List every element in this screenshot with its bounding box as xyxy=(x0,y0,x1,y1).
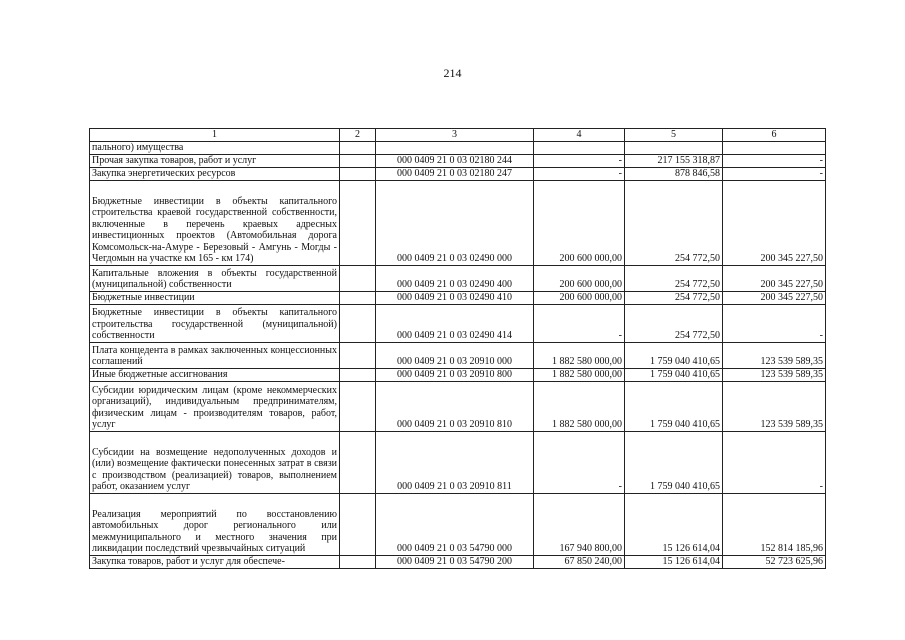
row-value-4: 167 940 800,00 xyxy=(534,493,625,555)
row-col2 xyxy=(340,142,376,155)
row-value-5: 1 759 040 410,65 xyxy=(625,381,723,431)
table-row xyxy=(90,555,826,568)
row-value-4: 200 600 000,00 xyxy=(534,291,625,304)
row-code: 000 0409 21 0 03 02180 244 xyxy=(376,154,534,167)
row-value-4: 200 600 000,00 xyxy=(534,265,625,291)
row-code: 000 0409 21 0 03 02490 414 xyxy=(376,304,534,342)
row-code: 000 0409 21 0 03 54790 200 xyxy=(376,555,534,568)
row-col2 xyxy=(340,431,376,493)
row-code: 000 0409 21 0 03 02490 400 xyxy=(376,265,534,291)
row-value-6: 52 723 625,96 xyxy=(723,555,826,568)
row-col2 xyxy=(340,368,376,381)
row-code: 000 0409 21 0 03 20910 811 xyxy=(376,431,534,493)
row-value-5: 878 846,58 xyxy=(625,167,723,180)
row-value-4: - xyxy=(534,304,625,342)
table-row xyxy=(90,381,826,431)
row-value-5: 254 772,50 xyxy=(625,304,723,342)
column-header: 5 xyxy=(625,129,723,142)
row-value-4: 1 882 580 000,00 xyxy=(534,381,625,431)
row-value-6: 123 539 589,35 xyxy=(723,342,826,368)
row-value-6: 123 539 589,35 xyxy=(723,381,826,431)
row-code: 000 0409 21 0 03 02490 000 xyxy=(376,180,534,265)
row-col2 xyxy=(340,493,376,555)
table-row xyxy=(90,265,826,291)
row-value-5: 217 155 318,87 xyxy=(625,154,723,167)
row-value-5: 254 772,50 xyxy=(625,180,723,265)
row-value-5: 15 126 614,04 xyxy=(625,555,723,568)
row-col2 xyxy=(340,555,376,568)
row-value-6: - xyxy=(723,167,826,180)
table-row xyxy=(90,342,826,368)
table-row xyxy=(90,304,826,342)
row-name: Закупка товаров, работ и услуг для обеспече- xyxy=(90,555,340,568)
row-value-5: 254 772,50 xyxy=(625,291,723,304)
table-header-row xyxy=(90,129,826,142)
row-col2 xyxy=(340,381,376,431)
column-header: 2 xyxy=(340,129,376,142)
table-row xyxy=(90,291,826,304)
row-value-5: 15 126 614,04 xyxy=(625,493,723,555)
row-code xyxy=(376,142,534,155)
row-name: Иные бюджетные ассигнования xyxy=(90,368,340,381)
column-header: 1 xyxy=(90,129,340,142)
row-name: Закупка энергетических ресурсов xyxy=(90,167,340,180)
row-name: Бюджетные инвестиции xyxy=(90,291,340,304)
column-header: 6 xyxy=(723,129,826,142)
row-value-4: - xyxy=(534,431,625,493)
row-value-4: 200 600 000,00 xyxy=(534,180,625,265)
row-value-5: 1 759 040 410,65 xyxy=(625,342,723,368)
table-row xyxy=(90,167,826,180)
row-code: 000 0409 21 0 03 02180 247 xyxy=(376,167,534,180)
row-value-6: 123 539 589,35 xyxy=(723,368,826,381)
row-value-6: 200 345 227,50 xyxy=(723,291,826,304)
row-name: Реализация мероприятий по восстановлению автомобильных дорог регионального или межмуниципального и местного значения при ликвидации последствий чрезвычайных ситуаций xyxy=(90,493,340,555)
row-name: Бюджетные инвестиции в объекты капитального строительства государственной (муниципальной) собственности xyxy=(90,304,340,342)
row-code: 000 0409 21 0 03 54790 000 xyxy=(376,493,534,555)
row-name: Капитальные вложения в объекты государственной (муниципальной) собственности xyxy=(90,265,340,291)
row-code: 000 0409 21 0 03 20910 000 xyxy=(376,342,534,368)
row-name: Субсидии на возмещение недополученных доходов и (или) возмещение фактически понесенных затрат в связи с производством (реализацией) товаров, выполнением работ, оказанием услуг xyxy=(90,431,340,493)
table-row xyxy=(90,431,826,493)
row-value-4: - xyxy=(534,167,625,180)
row-name: Субсидии юридическим лицам (кроме некоммерческих организаций), индивидуальным предпринимателям, физическим лицам - производителям товаров, работ, услуг xyxy=(90,381,340,431)
row-value-6: - xyxy=(723,154,826,167)
row-value-6: 200 345 227,50 xyxy=(723,180,826,265)
row-value-6 xyxy=(723,142,826,155)
column-header: 4 xyxy=(534,129,625,142)
row-code: 000 0409 21 0 03 20910 810 xyxy=(376,381,534,431)
row-col2 xyxy=(340,265,376,291)
row-value-6: - xyxy=(723,431,826,493)
table-row xyxy=(90,493,826,555)
row-value-4: 1 882 580 000,00 xyxy=(534,368,625,381)
row-value-5: 1 759 040 410,65 xyxy=(625,431,723,493)
row-value-5: 254 772,50 xyxy=(625,265,723,291)
row-col2 xyxy=(340,304,376,342)
row-col2 xyxy=(340,167,376,180)
row-value-5: 1 759 040 410,65 xyxy=(625,368,723,381)
row-name: Плата концедента в рамках заключенных концессионных соглашений xyxy=(90,342,340,368)
row-col2 xyxy=(340,342,376,368)
column-header: 3 xyxy=(376,129,534,142)
budget-execution-table xyxy=(89,128,826,569)
row-col2 xyxy=(340,180,376,265)
row-value-6: - xyxy=(723,304,826,342)
row-value-6: 152 814 185,96 xyxy=(723,493,826,555)
row-code: 000 0409 21 0 03 02490 410 xyxy=(376,291,534,304)
table-row xyxy=(90,142,826,155)
table-row xyxy=(90,368,826,381)
row-value-5 xyxy=(625,142,723,155)
row-value-6: 200 345 227,50 xyxy=(723,265,826,291)
table-row xyxy=(90,180,826,265)
row-col2 xyxy=(340,291,376,304)
row-name: Прочая закупка товаров, работ и услуг xyxy=(90,154,340,167)
row-code: 000 0409 21 0 03 20910 800 xyxy=(376,368,534,381)
row-col2 xyxy=(340,154,376,167)
table-row xyxy=(90,154,826,167)
row-name: Бюджетные инвестиции в объекты капитального строительства краевой государственной собственности, включенные в перечень краевых адресных инвестиционных проектов (Автомобильная дорога Комсомольск-на-Амуре - Березовый - Амгунь - Могды - Чегдомын на участке км 165 - км 174) xyxy=(90,180,340,265)
row-value-4: - xyxy=(534,154,625,167)
row-name: пального) имущества xyxy=(90,142,340,155)
row-value-4: 1 882 580 000,00 xyxy=(534,342,625,368)
row-value-4 xyxy=(534,142,625,155)
page-number: 214 xyxy=(443,66,462,80)
row-value-4: 67 850 240,00 xyxy=(534,555,625,568)
